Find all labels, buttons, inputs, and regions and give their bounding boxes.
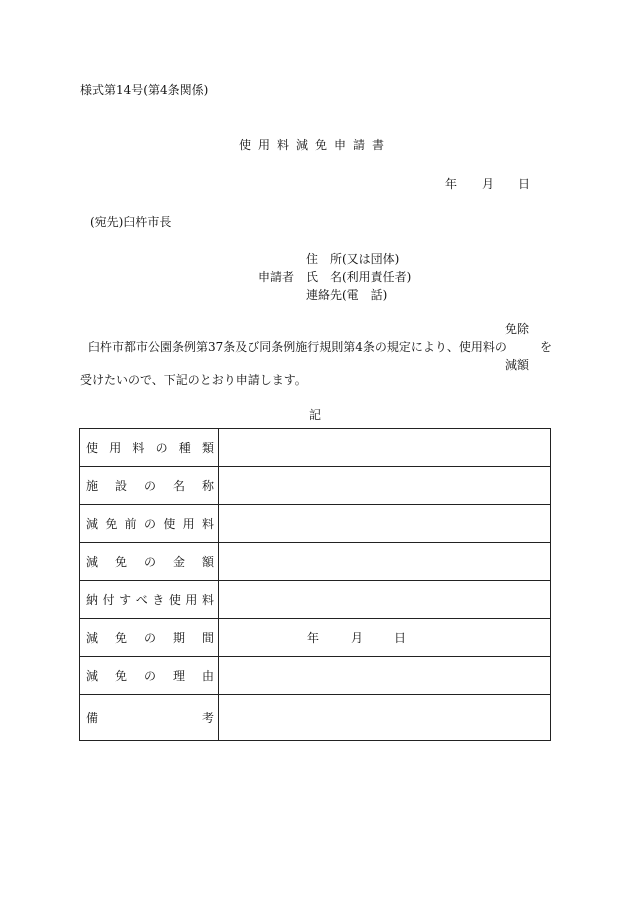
table-row	[80, 581, 551, 619]
fee-before-reduction-label	[86, 515, 214, 532]
table-row	[80, 657, 551, 695]
label-char: 免	[114, 669, 127, 683]
body-text-line-1: 臼杵市都市公園条例第37条及び同条例施行規則第4条の規定により、使用料の	[88, 340, 507, 354]
label-char: 減	[86, 669, 99, 683]
date-year-label: 年	[445, 177, 458, 191]
reduction-amount-label	[86, 553, 214, 570]
table-row	[80, 695, 551, 741]
row-label	[80, 695, 219, 741]
label-char: 免	[114, 631, 127, 645]
document-title: 使用料減免申請書	[238, 138, 391, 152]
period-year-label: 年	[307, 631, 320, 645]
label-char: 減	[86, 555, 99, 569]
reduction-reason-value-cell[interactable]	[219, 657, 551, 695]
label-char: 料	[132, 441, 145, 455]
label-char: の	[143, 631, 156, 645]
row-label	[80, 543, 219, 581]
fee-payable-label	[86, 591, 214, 608]
row-label	[80, 619, 219, 657]
label-char: 類	[201, 441, 214, 455]
label-char: 施	[86, 479, 99, 493]
label-char: の	[155, 441, 168, 455]
label-char: 使	[163, 517, 176, 531]
label-char: の	[143, 479, 156, 493]
label-char: 用	[182, 517, 195, 531]
table-row	[80, 505, 551, 543]
label-char: 用	[109, 441, 122, 455]
label-char: 金	[172, 555, 185, 569]
label-char: 種	[178, 441, 191, 455]
label-char: 額	[201, 555, 214, 569]
label-char: 考	[201, 711, 214, 725]
label-char: 付	[102, 593, 115, 607]
fee-type-label	[86, 439, 214, 456]
row-label	[80, 581, 219, 619]
label-char: の	[143, 669, 156, 683]
table-row	[80, 467, 551, 505]
label-char: 備	[86, 711, 99, 725]
reduction-period-value-cell[interactable]	[219, 619, 551, 657]
date-day-label: 日	[518, 177, 531, 191]
reduction-period-value	[219, 629, 550, 646]
table-row	[80, 619, 551, 657]
table-row	[80, 429, 551, 467]
applicant-address-label: 住 所(又は団体)	[306, 252, 400, 266]
application-date	[445, 175, 530, 192]
row-label	[80, 657, 219, 695]
fee-type-value-cell[interactable]	[219, 429, 551, 467]
fee-payable-value-cell[interactable]	[219, 581, 551, 619]
row-label	[80, 467, 219, 505]
label-char: 前	[124, 517, 137, 531]
row-label	[80, 429, 219, 467]
label-char: 使	[168, 593, 181, 607]
option-exempt: 免除	[505, 322, 530, 336]
label-char: 設	[114, 479, 127, 493]
label-char: 料	[201, 517, 214, 531]
facility-name-label	[86, 477, 214, 494]
label-char: 減	[86, 631, 99, 645]
body-text-line-2: 受けたいので、下記のとおり申請します。	[80, 373, 307, 387]
label-char: 名	[172, 479, 185, 493]
date-month-label: 月	[482, 177, 495, 191]
label-char: 免	[114, 555, 127, 569]
remarks-label	[86, 709, 214, 726]
applicant-contact-label: 連絡先(電 話)	[306, 288, 388, 302]
addressee: (宛先)臼杵市長	[90, 215, 172, 229]
period-month-label: 月	[351, 631, 364, 645]
applicant-label: 申請者	[258, 270, 295, 284]
label-char: 由	[201, 669, 214, 683]
applicant-name-label: 氏 名(利用責任者)	[306, 270, 412, 284]
label-char: 間	[201, 631, 214, 645]
row-label	[80, 505, 219, 543]
label-char: 理	[172, 669, 185, 683]
option-reduce: 減額	[505, 358, 530, 372]
reduction-period-label	[86, 629, 214, 646]
label-char: の	[143, 517, 156, 531]
reduction-amount-value-cell[interactable]	[219, 543, 551, 581]
label-char: き	[152, 593, 165, 607]
label-char: す	[119, 593, 132, 607]
details-table	[79, 428, 551, 741]
table-row	[80, 543, 551, 581]
label-char: 免	[105, 517, 118, 531]
label-char: 料	[201, 593, 214, 607]
label-char: 称	[201, 479, 214, 493]
label-char: 減	[86, 517, 99, 531]
body-particle: を	[540, 340, 553, 354]
form-number: 様式第14号(第4条関係)	[80, 83, 209, 97]
reduction-reason-label	[86, 667, 214, 684]
label-char: 用	[185, 593, 198, 607]
label-char: の	[143, 555, 156, 569]
label-char: 納	[86, 593, 99, 607]
remarks-value-cell[interactable]	[219, 695, 551, 741]
period-day-label: 日	[394, 631, 407, 645]
label-char: 期	[172, 631, 185, 645]
fee-before-reduction-value-cell[interactable]	[219, 505, 551, 543]
ki-heading: 記	[308, 408, 321, 422]
facility-name-value-cell[interactable]	[219, 467, 551, 505]
label-char: べ	[135, 593, 148, 607]
label-char: 使	[86, 441, 99, 455]
